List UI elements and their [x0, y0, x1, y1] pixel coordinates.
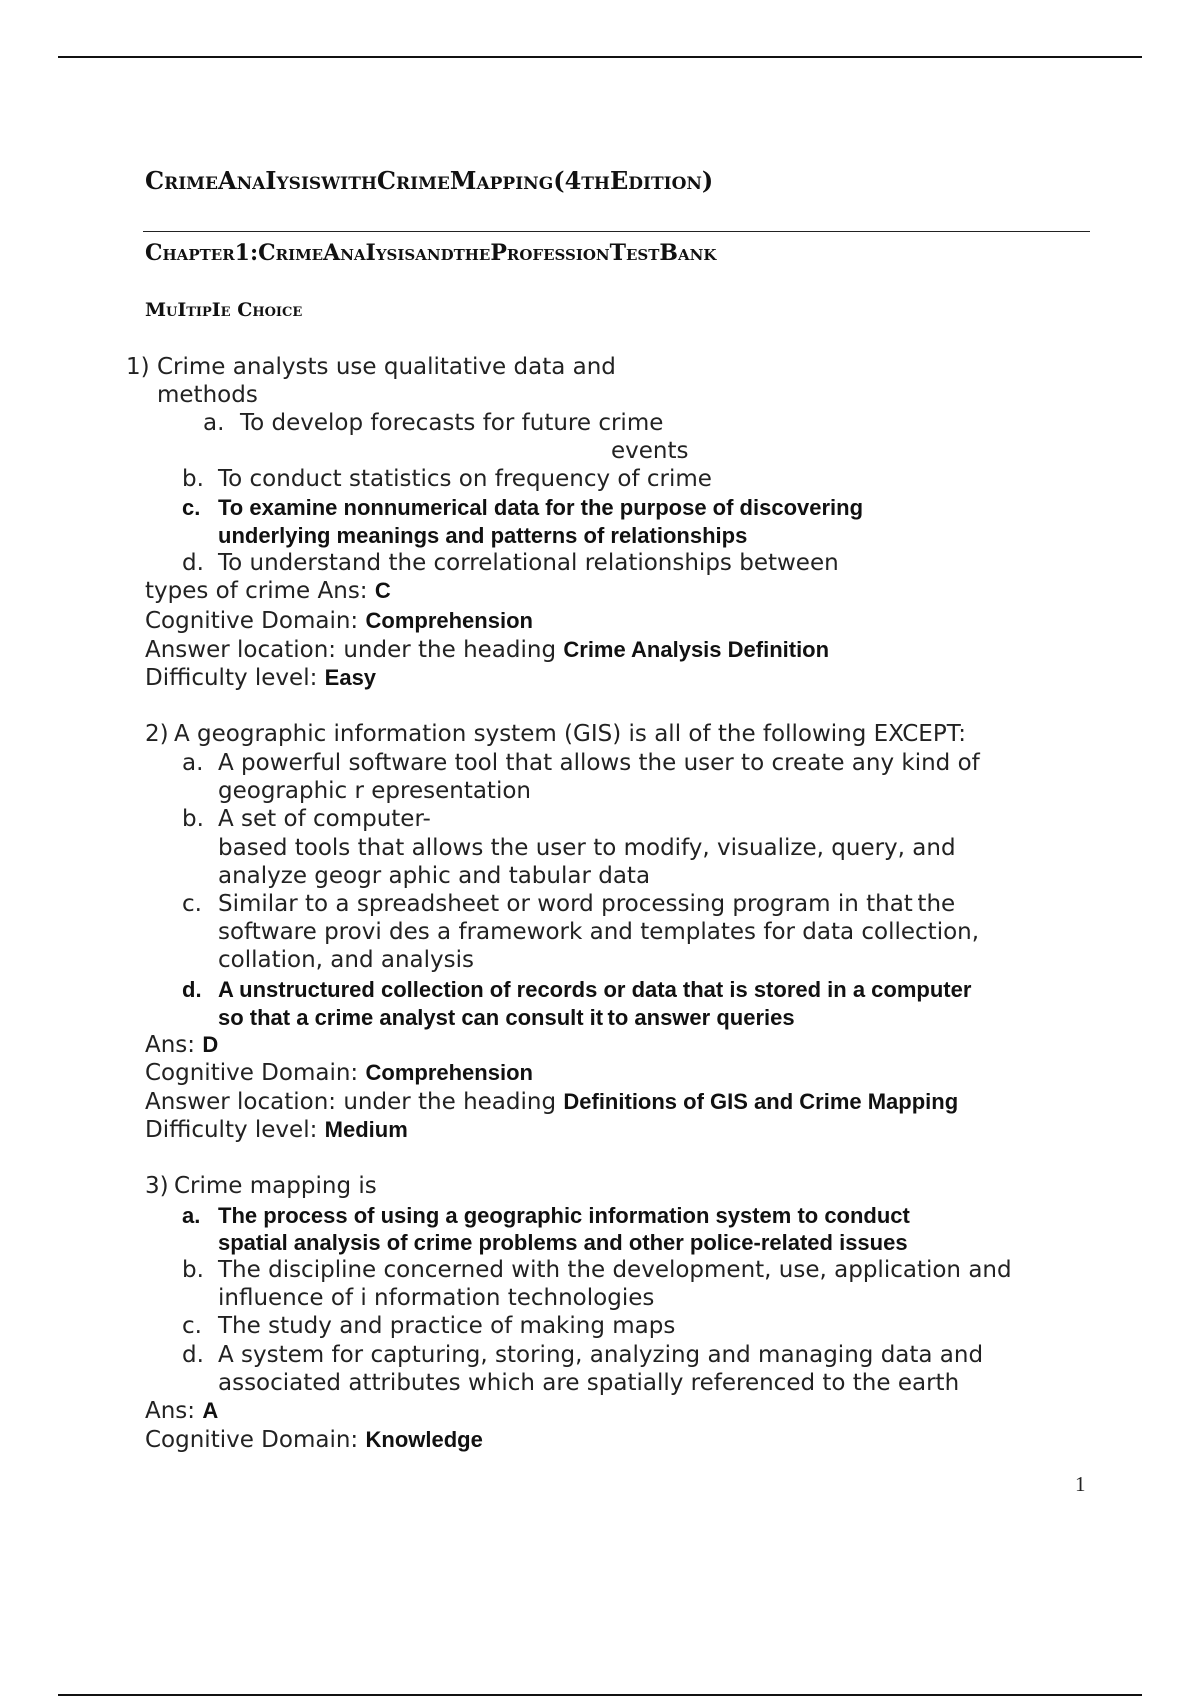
option-letter: d.	[182, 550, 204, 576]
answer-value: A	[202, 1398, 219, 1423]
option-text: To develop forecasts for future crime	[240, 410, 664, 436]
option-text: A set of computer-	[218, 806, 431, 832]
answer-value: C	[374, 578, 391, 603]
question-stem-line: A geographic information system (GIS) is all of the following EXCEPT:	[174, 721, 966, 747]
option-text: based tools that allows the user to modify, visualize, query, and	[218, 835, 956, 861]
question-number: 3)	[145, 1173, 169, 1199]
option-text: events	[611, 438, 689, 464]
option-letter: d.	[182, 1342, 204, 1368]
option-text: A powerful software tool that allows the user to create any kind of	[218, 750, 980, 776]
option-text: Similar to a spreadsheet or word processing program in that the	[218, 891, 956, 917]
option-text-correct: The process of using a geographic information system to conduct	[218, 1203, 910, 1228]
answer-line: types of crime Ans: C	[145, 578, 391, 604]
option-text-correct: A unstructured collection of records or data that is stored in a computer	[218, 977, 972, 1002]
option-letter: a.	[182, 1203, 201, 1228]
option-text: A system for capturing, storing, analyzing and managing data and	[218, 1342, 984, 1368]
option-text: To conduct statistics on frequency of crime	[218, 466, 712, 492]
question-number: 2)	[145, 721, 169, 747]
question-stem-line: Crime analysts use qualitative data and	[157, 354, 616, 380]
option-text: associated attributes which are spatially referenced to the earth	[218, 1370, 960, 1396]
option-text: geographic r epresentation	[218, 778, 531, 804]
option-text: To understand the correlational relationships between	[218, 550, 839, 576]
cognitive-domain: Cognitive Domain: Comprehension	[145, 608, 533, 634]
option-letter: a.	[203, 410, 225, 436]
option-text: software provi des a framework and templates for data collection,	[218, 919, 980, 945]
bottom-rule	[58, 1694, 1142, 1696]
question-stem-line: Crime mapping is	[174, 1173, 377, 1199]
option-letter: c.	[182, 891, 202, 917]
answer-location: Answer location: under the heading Definitions of GIS and Crime Mapping	[145, 1089, 959, 1115]
difficulty-level: Difficulty level: Easy	[145, 665, 377, 691]
answer-location: Answer location: under the heading Crime Analysis Definition	[145, 637, 830, 663]
difficulty-level: Difficulty level: Medium	[145, 1117, 408, 1143]
option-text: influence of i nformation technologies	[218, 1285, 655, 1311]
option-text: The study and practice of making maps	[218, 1313, 676, 1339]
answer-value: D	[202, 1032, 219, 1057]
option-text: analyze geogr aphic and tabular data	[218, 863, 651, 889]
option-letter: b.	[182, 806, 204, 832]
section-title: MuItipIe Choice	[145, 299, 303, 321]
option-letter: b.	[182, 466, 204, 492]
option-text-correct: To examine nonnumerical data for the purpose of discovering	[218, 495, 864, 520]
option-letter: b.	[182, 1257, 204, 1283]
option-letter: c.	[182, 1313, 202, 1339]
answer-line: Ans: D	[145, 1032, 219, 1058]
cognitive-domain: Cognitive Domain: Knowledge	[145, 1427, 483, 1453]
option-text: collation, and analysis	[218, 947, 474, 973]
option-text-correct: so that a crime analyst can consult it to answer queries	[218, 1005, 795, 1030]
option-letter: d.	[182, 977, 202, 1002]
answer-line: Ans: A	[145, 1398, 219, 1424]
chapter-title: Chapter1:CrimeAnaIysisandtheProfessionTestBank	[145, 240, 717, 266]
option-text-correct: spatial analysis of crime problems and other police-related issues	[218, 1230, 908, 1255]
question-number: 1)	[126, 354, 150, 380]
option-letter: c.	[182, 495, 201, 520]
book-title: CrimeAnaIysiswithCrimeMapping(4thEdition)	[145, 166, 714, 195]
page-number: 1	[1075, 1472, 1086, 1496]
option-text: The discipline concerned with the development, use, application and	[218, 1257, 1012, 1283]
title-divider	[143, 231, 1090, 232]
top-rule	[58, 56, 1142, 58]
option-letter: a.	[182, 750, 204, 776]
question-stem-line: methods	[157, 382, 258, 408]
option-text-correct: underlying meanings and patterns of relationships	[218, 523, 748, 548]
cognitive-domain: Cognitive Domain: Comprehension	[145, 1060, 533, 1086]
